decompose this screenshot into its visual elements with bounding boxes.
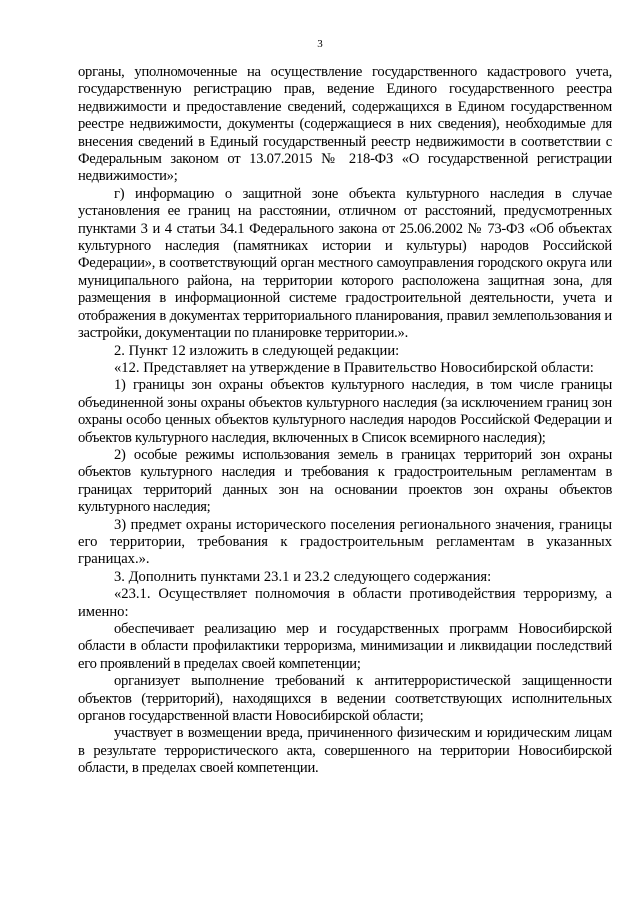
paragraph-subpoint-3: 3) предмет охраны исторического поселения регионального значения, границы его территории, требования к градостроительным регламентам в указанных границах.».: [78, 516, 612, 568]
paragraph-subpoint-2: 2) особые режимы использования земель в границах территорий зон охраны объектов культурного наследия и требования к градостроительным регламентам в границах территорий данных зон на основании проектов зон охраны объектов культурного наследия;: [78, 446, 612, 516]
paragraph-subpoint-1: 1) границы зон охраны объектов культурного наследия, в том числе границы объединенной зоны охраны объектов культурного наследия (за исключением границ зон охраны особо ценных объектов культурного наследия народов Российской Федерации и объектов культурного наследия, включенных в Список всемирного наследия);: [78, 377, 612, 446]
paragraph-point-23-1: «23.1. Осуществляет полномочия в области противодействия терроризму, а именно:: [78, 586, 612, 620]
document-body: [78, 64, 612, 778]
paragraph-item-3: 3. Дополнить пунктами 23.1 и 23.2 следующего содержания:: [114, 568, 492, 585]
paragraph-protective-zone-info: г) информацию о защитной зоне объекта культурного наследия в случае установления ее границ на расстоянии, отличном от расстояний, предусмотренных пунктами 3 и 4 статьи 34.1 Федерального закона от 25.06.2002 № 73-ФЗ «Об объектах культурного наследия (памятниках истории и культуры) народов Российской Федерации», в соответствующий орган местного самоуправления городского округа или муниципального района, на территории которого расположена защитная зона, для размещения в информационной системе градостроительной деятельности, учета и отображения в документах территориального планирования, правил землепользования и застройки, документации по планировке территории.».: [78, 185, 612, 342]
paragraph-prevention-measures: обеспечивает реализацию мер и государственных программ Новосибирской области в области профилактики терроризма, минимизации и ликвидации последствий его проявлений в пределах своей компетенции;: [78, 621, 612, 672]
paragraph-antiterror-protection: организует выполнение требований к антитеррористической защищенности объектов (территорий), находящихся в ведении соответствующих исполнительных органов государственной власти Новосибирской области;: [78, 673, 612, 725]
paragraph-item-2: 2. Пункт 12 изложить в следующей редакции:: [114, 342, 400, 359]
paragraph-point-12: «12. Представляет на утверждение в Правительство Новосибирской области:: [114, 359, 594, 376]
paragraph-registration-bodies: органы, уполномоченные на осуществление государственного кадастрового учета, государственную регистрацию прав, ведение Единого государственного реестра недвижимости и предоставление сведений, содержащихся в Едином государственном реестре недвижимости, документы (содержащиеся в них сведения), необходимые для внесения сведений в Единый государственный реестр недвижимости в соответствии с Федеральным законом от 13.07.2015 № 218-ФЗ «О государственной регистрации недвижимости»;: [78, 64, 612, 185]
page-number: 3: [317, 38, 323, 50]
paragraph-damage-compensation: участвует в возмещении вреда, причиненного физическим и юридическим лицам в результате террористического акта, совершенного на территории Новосибирской области, в пределах своей компетенции.: [78, 725, 612, 777]
